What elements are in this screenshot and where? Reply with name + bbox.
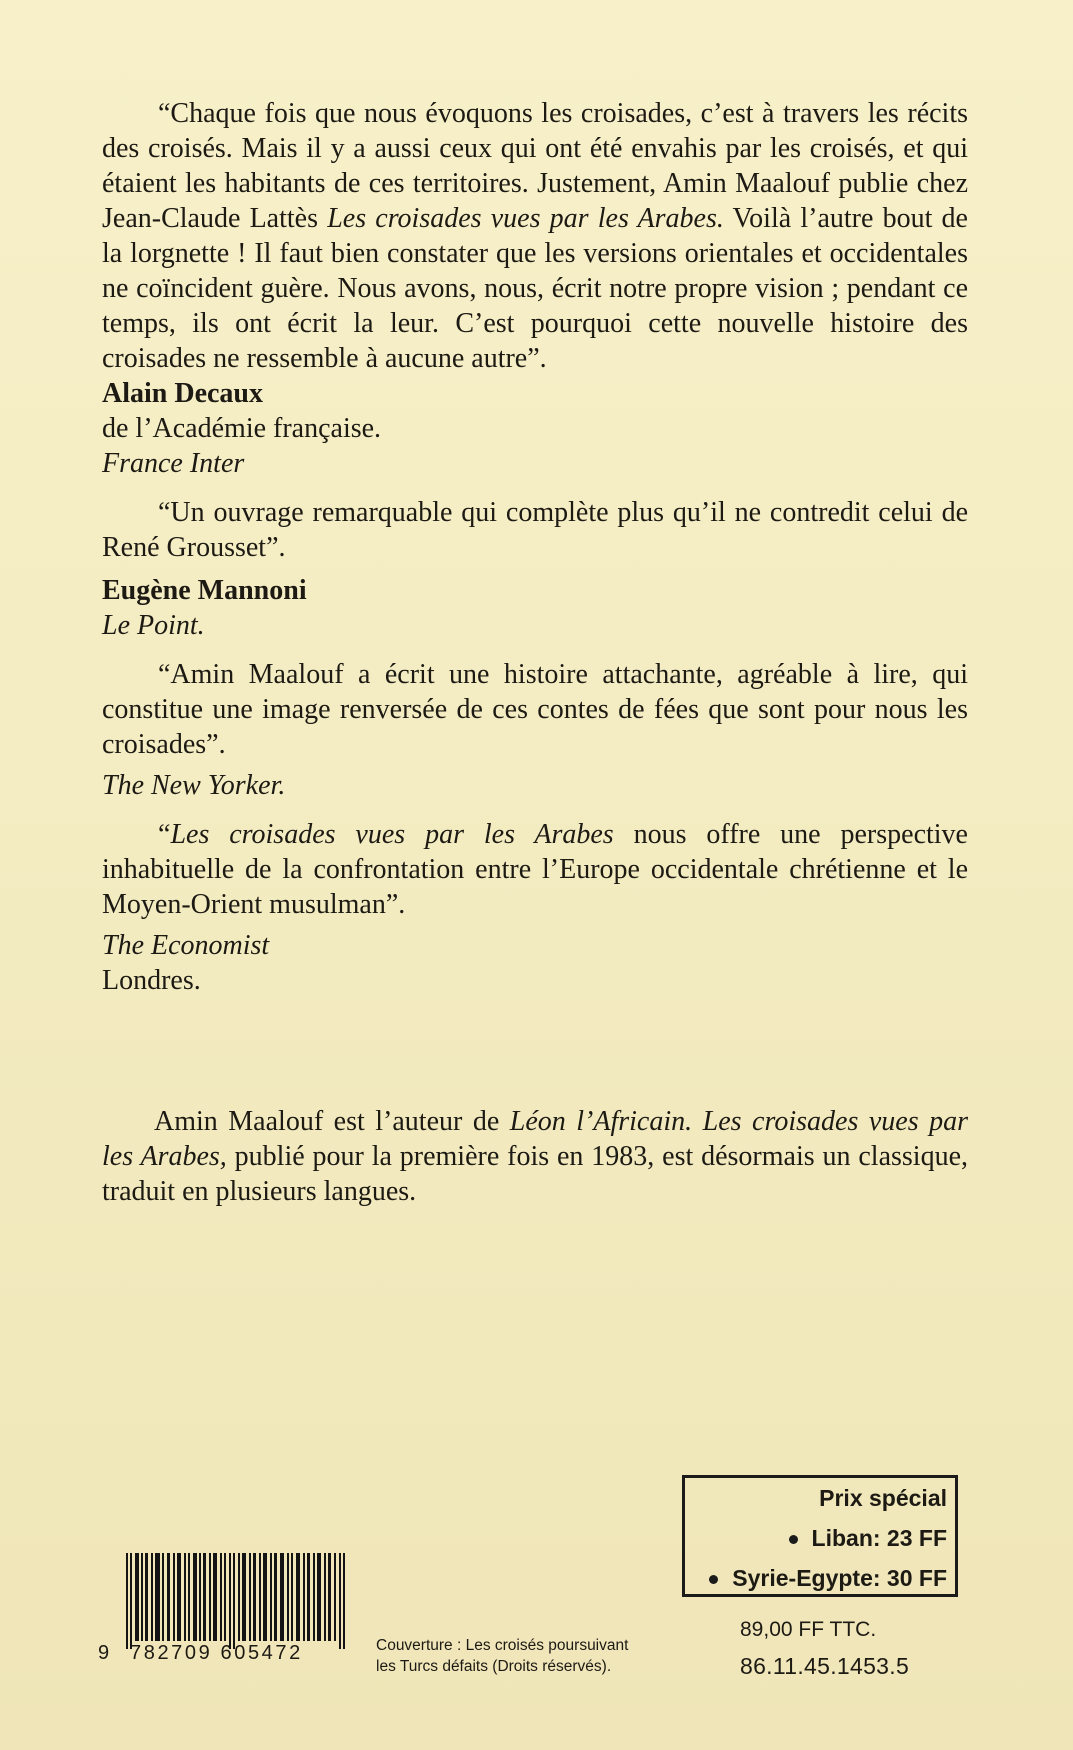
quote-source: The Economist bbox=[102, 930, 270, 961]
price-box-title: Prix spécial bbox=[819, 1485, 947, 1511]
quote-source: The New Yorker. bbox=[102, 770, 286, 801]
quote-economist bbox=[102, 817, 968, 998]
quote-text: “Amin Maalouf a écrit une histoire attachante, agréable à lire, qui constitue une image renversée de ces contes de fées que sont pour nous les croisades”. bbox=[102, 659, 968, 760]
author-bio bbox=[102, 1104, 968, 1209]
bio-text-part: Amin Maalouf est l’auteur de bbox=[154, 1106, 510, 1137]
quote-text: “Un ouvrage remarquable qui complète plus qu’il ne contredit celui de René Grousset”. bbox=[102, 497, 968, 563]
cover-credit-line: Couverture : Les croisés poursuivant bbox=[376, 1637, 629, 1654]
spacer bbox=[102, 643, 968, 657]
book-title: Les croisades vues par les Arabes. bbox=[327, 203, 724, 234]
quote-text-part: “Chaque fois que nous évoquons les croisades, c’est à travers les récits des croisés. Mais il y a aussi ceux qui ont été envahis par les croisés, et qui étaient les habitants de ces territoires. Justement, Amin Maalouf publie chez Jean-Claude Lattès bbox=[102, 98, 968, 234]
quote-mannoni bbox=[102, 495, 968, 643]
bullet-icon bbox=[709, 1575, 718, 1584]
special-price-box bbox=[682, 1475, 958, 1597]
quotes-section bbox=[102, 96, 968, 998]
cover-credit bbox=[376, 1635, 696, 1677]
spacer bbox=[102, 481, 968, 495]
book-title: Les croisades vues par les Arabes bbox=[170, 819, 614, 850]
barcode-digits bbox=[98, 1642, 360, 1670]
quote-author: Eugène Mannoni bbox=[102, 575, 307, 606]
quote-place: Londres. bbox=[102, 965, 201, 996]
quote-mark: “ bbox=[158, 819, 171, 850]
barcode-bars bbox=[126, 1553, 350, 1649]
price-ttc: 89,00 FF TTC. bbox=[740, 1618, 877, 1641]
bio-text bbox=[102, 1104, 968, 1209]
isbn-barcode bbox=[98, 1553, 360, 1673]
spacer bbox=[102, 803, 968, 817]
quote-text-part: nous offre une perspective inhabituelle de la confrontation entre l’Europe occidentale chrétienne et le Moyen-Orient musulman”. bbox=[102, 819, 968, 920]
quote-text bbox=[102, 817, 968, 922]
price-line-text: Liban: 23 FF bbox=[811, 1525, 947, 1551]
book-titles: Léon l’Africain. Les croisades vues par les Arabes, bbox=[102, 1106, 968, 1172]
quote-affiliation: de l’Académie française. bbox=[102, 413, 382, 444]
quote-text-part: Voilà l’autre bout de la lorgnette ! Il faut bien constater que les versions orientales et occidentales ne coïncident guère. Nous avons, nous, écrit notre propre vision ; pendant ce temps, ils ont écrit la leur. C’est pourquoi cette nouvelle histoire des croisades ne ressemble à aucune autre”. bbox=[102, 203, 968, 374]
quote-source: Le Point. bbox=[102, 610, 205, 641]
quote-author: Alain Decaux bbox=[102, 378, 263, 409]
barcode-first-digit: 9 bbox=[98, 1642, 110, 1664]
quote-decaux bbox=[102, 96, 968, 481]
quote-text bbox=[102, 96, 968, 376]
price-line-liban bbox=[685, 1518, 947, 1558]
price-line-text: Syrie-Egypte: 30 FF bbox=[732, 1565, 947, 1591]
bio-text-part: publié pour la première fois en 1983, est désormais un classique, traduit en plusieurs langues. bbox=[102, 1141, 968, 1207]
price-line-syrie bbox=[685, 1558, 947, 1598]
quote-new-yorker bbox=[102, 657, 968, 803]
bullet-icon bbox=[789, 1535, 798, 1544]
price-meta bbox=[740, 1612, 962, 1684]
quote-source: France Inter bbox=[102, 448, 245, 479]
cover-credit-line: les Turcs défaits (Droits réservés). bbox=[376, 1658, 612, 1675]
barcode-number: 782709 605472 bbox=[130, 1642, 303, 1664]
spacer bbox=[102, 565, 968, 573]
catalog-code: 86.11.45.1453.5 bbox=[740, 1653, 910, 1679]
